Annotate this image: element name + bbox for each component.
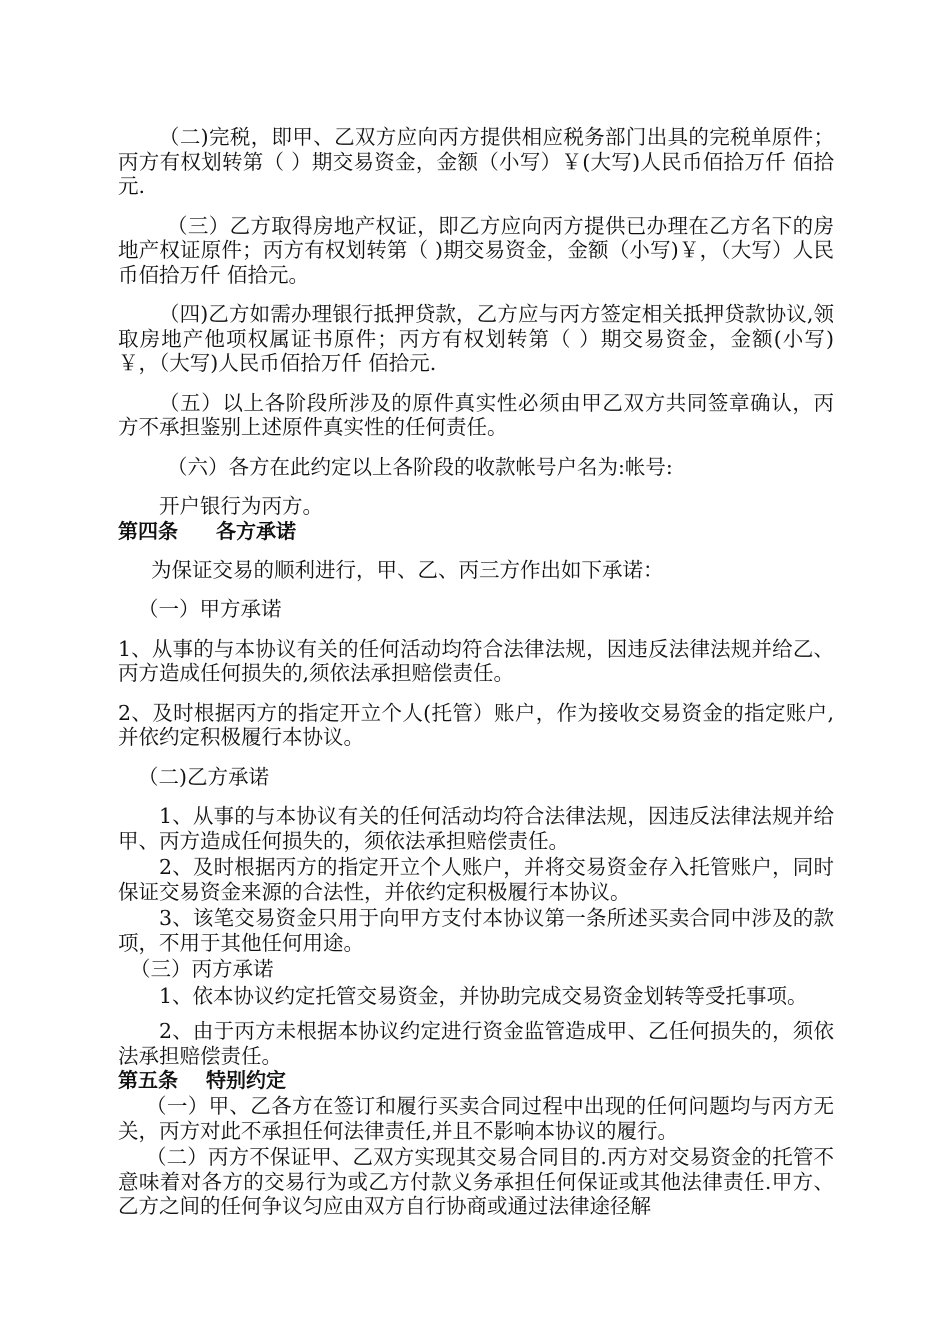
article-4-heading (118, 519, 834, 543)
article-4-title: 各方承诺 (216, 518, 296, 543)
article-5-title: 特别约定 (206, 1068, 286, 1092)
party-b-item-2: 2、及时根据丙方的指定开立个人账户，并将交易资金存入托管账户，同时保证交易资金来源的合法性，并依约定积极履行本协议。 (118, 855, 834, 904)
paragraph-authenticity: （五）以上各阶段所涉及的原件真实性必须由甲乙双方共同签章确认，丙方不承担鉴别上述原件真实性的任何责任。 (118, 390, 834, 439)
paragraph-tax-clearance: （二)完税，即甲、乙双方应向丙方提供相应税务部门出具的完税单原件；丙方有权划转第（ ）期交易资金，金额（小写）￥(大写)人民币佰拾万仟 佰拾元. (118, 125, 834, 198)
article-4-intro: 为保证交易的顺利进行，甲、乙、丙三方作出如下承诺： (151, 557, 664, 582)
paragraph-mortgage-loan: （四)乙方如需办理银行抵押贷款，乙方应与丙方签定相关抵押贷款协议,领取房地产他项权属证书原件；丙方有权划转第（ ）期交易资金，金额(小写)￥，（大写)人民币佰拾万仟 佰拾元. (118, 302, 834, 375)
party-b-item-1: 1、从事的与本协议有关的任何活动均符合法律法规，因违反法律法规并给甲、丙方造成任何损失的，须依法承担赔偿责任。 (118, 804, 834, 853)
party-c-heading: （三）丙方承诺 (130, 957, 274, 981)
paragraph-bank: 开户银行为丙方。 (159, 494, 323, 518)
article-5-heading (118, 1068, 834, 1092)
party-b-item-3: 3、该笔交易资金只用于向甲方支付本协议第一条所述买卖合同中涉及的款项，不用于其他任何用途。 (118, 906, 834, 955)
party-a-heading: （一）甲方承诺 (138, 597, 282, 621)
article-5-number: 第五条 (118, 1068, 178, 1092)
article-5-item-1: （一）甲、乙各方在签订和履行买卖合同过程中出现的任何问题均与丙方无关，丙方对此不承担任何法律责任,并且不影响本协议的履行。 (118, 1094, 834, 1143)
party-a-item-2: 2、及时根据丙方的指定开立个人(托管）账户，作为接收交易资金的指定账户,并依约定积极履行本协议。 (118, 700, 834, 749)
paragraph-property-certificate: （三）乙方取得房地产权证，即乙方应向丙方提供已办理在乙方名下的房地产权证原件；丙方有权划转第（ )期交易资金，金额（小写)￥，（大写）人民币佰拾万仟 佰拾元。 (118, 213, 834, 287)
article-4-number: 第四条 (118, 518, 178, 543)
party-b-heading: （二)乙方承诺 (138, 764, 269, 789)
party-a-item-1: 1、从事的与本协议有关的任何活动均符合法律法规，因违反法律法规并给乙、丙方造成任何损失的,须依法承担赔偿责任。 (118, 636, 834, 685)
party-c-item-2: 2、由于丙方未根据本协议约定进行资金监管造成甲、乙任何损失的，须依法承担赔偿责任。 (118, 1019, 834, 1068)
document-page (118, 125, 834, 1219)
party-c-item-1: 1、依本协议约定托管交易资金，并协助完成交易资金划转等受托事项。 (159, 983, 808, 1008)
paragraph-account-info: （六）各方在此约定以上各阶段的收款帐号户名为:帐号: (167, 454, 673, 479)
article-5-item-2: （二）丙方不保证甲、乙双方实现其交易合同目的.丙方对交易资金的托管不意味着对各方的交易行为或乙方付款义务承担任何保证或其他法律责任.甲方、乙方之间的任何争议匀应由双方自行协商或通过法律途径解 (118, 1145, 834, 1218)
